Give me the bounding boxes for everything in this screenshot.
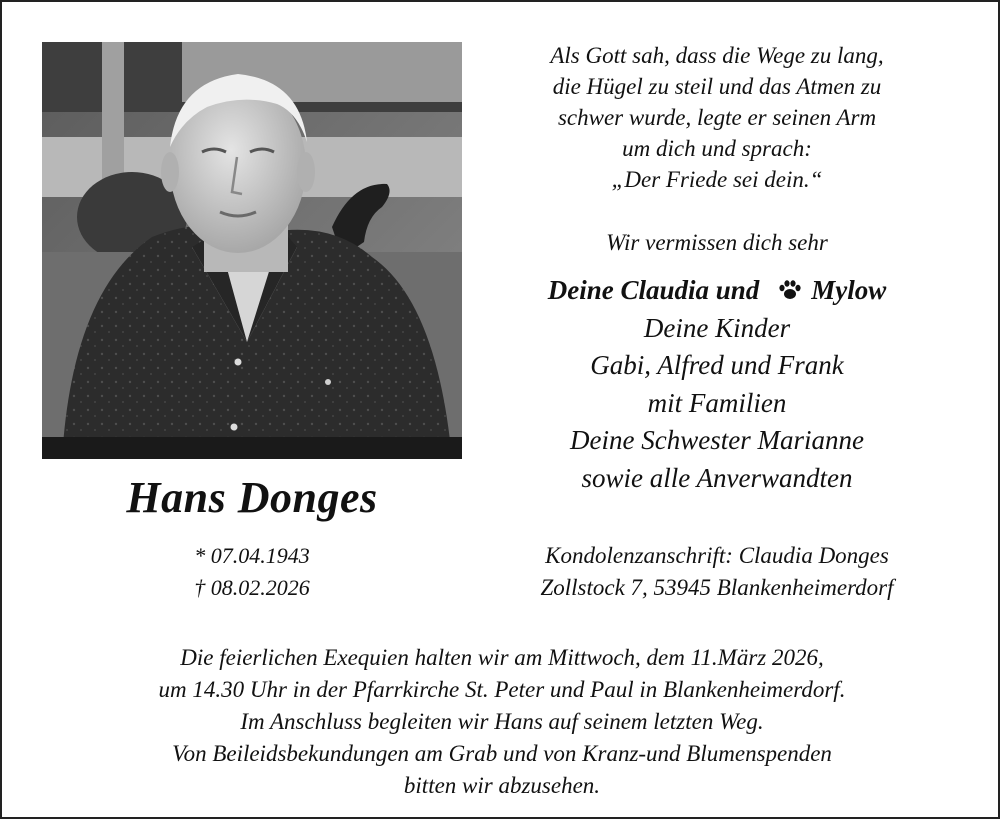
poem-line: die Hügel zu steil und das Atmen zu — [552, 74, 882, 99]
notice-line: bitten wir abzusehen. — [403, 773, 601, 798]
mourner-line: Deine Kinder — [643, 312, 791, 343]
poem-line: um dich und sprach: — [622, 136, 812, 161]
service-notice — [22, 642, 982, 802]
mourner-mylow: Mylow — [811, 275, 887, 305]
poem-line: schwer wurde, legte er seinen Arm — [557, 105, 877, 130]
poem-line: „Der Friede sei dein.“ — [611, 167, 823, 192]
farewell-line: Wir vermissen dich sehr — [606, 230, 828, 255]
notice-line: Im Anschluss begleiten wir Hans auf seinem letzten Weg. — [240, 709, 764, 734]
mourner-line: Gabi, Alfred und Frank — [590, 350, 844, 380]
paw-print-icon — [777, 274, 803, 296]
memorial-poem — [482, 40, 952, 195]
deceased-name: Hans Donges — [126, 473, 378, 522]
mourner-primary — [482, 272, 952, 310]
notice-line: Von Beileidsbekundungen am Grab und von Kranz-und Blumenspenden — [172, 741, 832, 766]
life-dates — [42, 540, 462, 604]
portrait-photo — [42, 42, 462, 459]
mourner-line: Deine Schwester Marianne — [570, 425, 864, 455]
mourner-line: sowie alle Anverwandten — [581, 462, 853, 493]
notice-line: um 14.30 Uhr in der Pfarrkirche St. Peter und Paul in Blankenheimerdorf. — [158, 677, 846, 702]
condolence-line-2: Zollstock 7, 53945 Blankenheimerdorf — [540, 575, 894, 600]
poem-line: Als Gott sah, dass die Wege zu lang, — [550, 43, 884, 68]
death-date: † 08.02.2026 — [194, 575, 310, 600]
notice-line: Die feierlichen Exequien halten wir am Mittwoch, dem 11.März 2026, — [180, 645, 824, 670]
mourner-line: mit Familien — [647, 387, 787, 418]
condolence-line-1: Kondolenzanschrift: Claudia Donges — [545, 543, 889, 568]
condolence-address — [472, 540, 962, 604]
mourners-list — [482, 272, 952, 497]
birth-date: * 07.04.1943 — [194, 543, 310, 568]
mourner-claudia: Deine Claudia und — [547, 275, 760, 305]
